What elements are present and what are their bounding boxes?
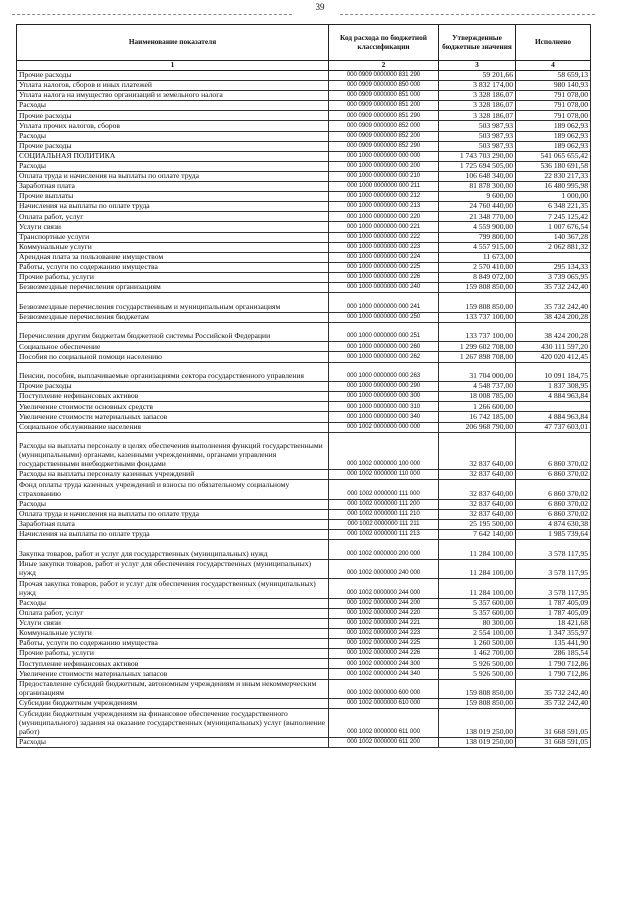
row-code: 000 0909 0000000 851 000 [329,91,439,101]
row-executed: 6 348 221,35 [516,202,591,212]
row-name: Расходы [17,131,329,141]
row-code: 000 1002 0000000 244 221 [329,619,439,629]
row-code: 000 1002 0000000 611 200 [329,737,439,747]
row-approved: 8 849 072,00 [439,272,516,282]
table-row [17,509,591,519]
row-approved: 4 559 900,00 [439,222,516,232]
row-approved: 3 328 186,07 [439,91,516,101]
row-approved: 2 570 410,00 [439,262,516,272]
row-approved: 206 968 790,00 [439,422,516,432]
row-executed: 35 732 242,40 [516,282,591,292]
table-row [17,519,591,529]
row-approved: 59 201,66 [439,71,516,81]
row-executed: 135 441,90 [516,639,591,649]
row-approved: 4 548 737,00 [439,382,516,392]
table-row [17,262,591,272]
table-row [17,232,591,242]
row-approved: 1 743 703 290,00 [439,151,516,161]
row-code: 000 1002 0000000 111 200 [329,499,439,509]
table-row [17,242,591,252]
table-row [17,639,591,649]
row-name: Социальное обслуживание населения [17,422,329,432]
row-executed: 31 668 591,05 [516,737,591,747]
table-row [17,412,591,422]
table-row [17,91,591,101]
row-approved: 81 878 300,00 [439,182,516,192]
row-approved: 18 008 785,00 [439,392,516,402]
header-approved: Утвержденные бюджетные значения [439,25,516,61]
row-approved: 24 760 440,00 [439,202,516,212]
row-executed: 1 787 405,09 [516,598,591,608]
row-name: Расходы [17,101,329,111]
table-row [17,293,591,313]
row-executed: 47 737 603,01 [516,422,591,432]
row-name: Прочие расходы [17,382,329,392]
row-executed: 140 367,28 [516,232,591,242]
table-row [17,212,591,222]
row-code: 000 1000 0000000 000 222 [329,232,439,242]
row-name: Оплата работ, услуг [17,212,329,222]
row-code: 000 0909 0000000 831 290 [329,71,439,81]
row-approved: 1 267 898 708,00 [439,352,516,362]
row-approved: 133 737 100,00 [439,322,516,342]
row-code: 000 1000 0000000 000 000 [329,151,439,161]
table-row [17,422,591,432]
table-row [17,202,591,212]
row-approved: 5 357 600,00 [439,598,516,608]
row-approved: 159 808 850,00 [439,282,516,292]
row-approved: 3 832 174,00 [439,81,516,91]
row-approved: 32 837 640,00 [439,499,516,509]
table-row [17,669,591,679]
table-row [17,252,591,262]
row-code: 000 1002 0000000 000 000 [329,422,439,432]
row-code: 000 1000 0000000 000 210 [329,171,439,181]
row-approved: 11 673,00 [439,252,516,262]
table-row [17,392,591,402]
row-executed: 18 421,68 [516,619,591,629]
table-row [17,529,591,539]
row-executed: 16 480 995,98 [516,182,591,192]
row-name: Арендная плата за пользование имуществом [17,252,329,262]
row-name: Прочие работы, услуги [17,272,329,282]
table-row [17,222,591,232]
table-row [17,171,591,181]
row-approved: 133 737 100,00 [439,312,516,322]
row-executed: 420 020 412,45 [516,352,591,362]
row-name: Коммунальные услуги [17,629,329,639]
row-name: Работы, услуги по содержанию имущества [17,262,329,272]
table-row [17,469,591,479]
row-executed [516,252,591,262]
row-approved: 11 284 100,00 [439,579,516,599]
table-row [17,192,591,202]
table-row [17,362,591,382]
row-code: 000 0909 0000000 852 000 [329,121,439,131]
row-executed: 189 062,93 [516,141,591,151]
table-row [17,182,591,192]
table-row [17,598,591,608]
table-row [17,432,591,469]
row-name: Расходы на выплаты персоналу в целях обеспечения выполнения функций государственными (муниципальными) органами, казенными учреждениями, органами управления государственными внебюджетными фондами [17,432,329,469]
table-row [17,699,591,709]
header-index-1: 1 [17,61,329,71]
table-row [17,272,591,282]
row-name: Транспортные услуги [17,232,329,242]
row-approved: 1 299 602 708,00 [439,342,516,352]
row-code: 000 1000 0000000 000 224 [329,252,439,262]
header-executed: Исполнено [516,25,591,61]
table-row [17,659,591,669]
row-approved: 3 328 186,07 [439,101,516,111]
row-code: 000 1000 0000000 000 290 [329,382,439,392]
row-code: 000 1002 0000000 111 211 [329,519,439,529]
row-name: Прочие выплаты [17,192,329,202]
row-executed: 791 078,00 [516,101,591,111]
table-row [17,382,591,392]
row-name: Начисления на выплаты по оплате труда [17,529,329,539]
row-code: 000 1002 0000000 244 225 [329,639,439,649]
row-code: 000 1000 0000000 000 225 [329,262,439,272]
row-code: 000 1002 0000000 244 226 [329,649,439,659]
row-executed: 6 860 370,02 [516,469,591,479]
table-row [17,101,591,111]
row-code: 000 1000 0000000 000 240 [329,282,439,292]
row-executed: 10 091 184,75 [516,362,591,382]
row-executed: 6 860 370,02 [516,509,591,519]
row-name: Поступление нефинансовых активов [17,392,329,402]
row-code: 000 1002 0000000 244 200 [329,598,439,608]
row-approved: 4 557 915,00 [439,242,516,252]
row-name: Услуги связи [17,619,329,629]
row-approved: 32 837 640,00 [439,469,516,479]
row-approved: 159 808 850,00 [439,699,516,709]
row-executed: 189 062,93 [516,131,591,141]
row-executed: 2 062 881,32 [516,242,591,252]
row-code: 000 1000 0000000 000 263 [329,362,439,382]
row-approved: 138 019 250,00 [439,709,516,738]
header-name: Наименование показателя [17,25,329,61]
row-code: 000 0909 0000000 850 000 [329,81,439,91]
table-row [17,151,591,161]
row-code: 000 1000 0000000 000 212 [329,192,439,202]
table-row [17,737,591,747]
header-index-2: 2 [329,61,439,71]
row-approved: 80 300,00 [439,619,516,629]
row-code: 000 1002 0000000 111 210 [329,509,439,519]
row-executed: 38 424 200,28 [516,312,591,322]
row-executed: 4 884 963,84 [516,412,591,422]
row-name: Оплата труда и начисления на выплаты по оплате труда [17,509,329,519]
row-code: 000 1002 0000000 200 000 [329,540,439,560]
row-name: Фонд оплаты труда казенных учреждений и взносы по обязательному социальному страхованию [17,480,329,500]
row-code: 000 1000 0000000 000 300 [329,392,439,402]
header-code: Код расхода по бюджетной классификации [329,25,439,61]
table-row [17,559,591,579]
row-code: 000 1000 0000000 000 223 [329,242,439,252]
row-approved: 159 808 850,00 [439,293,516,313]
row-name: Безвозмездные перечисления бюджетам [17,312,329,322]
row-name: Расходы [17,161,329,171]
table-row [17,629,591,639]
row-executed: 295 134,33 [516,262,591,272]
row-name: Иные закупки товаров, работ и услуг для обеспечения государственных (муниципальных) нужд [17,559,329,579]
row-executed: 35 732 242,40 [516,679,591,699]
row-code: 000 1000 0000000 000 260 [329,342,439,352]
row-approved: 503 987,93 [439,141,516,151]
row-code: 000 1002 0000000 610 000 [329,699,439,709]
row-approved: 799 800,00 [439,232,516,242]
row-name: Прочие расходы [17,71,329,81]
row-name: Начисления на выплаты по оплате труда [17,202,329,212]
row-executed: 4 874 630,38 [516,519,591,529]
row-approved: 7 642 140,00 [439,529,516,539]
row-executed: 1 000,00 [516,192,591,202]
row-name: Пенсии, пособия, выплачиваемые организациями сектора государственного управления [17,362,329,382]
row-executed: 1 837 308,95 [516,382,591,392]
row-name: Уплата прочих налогов, сборов [17,121,329,131]
row-executed: 3 578 117,95 [516,579,591,599]
table-row [17,312,591,322]
expenditure-table [16,24,591,748]
row-executed: 189 062,93 [516,121,591,131]
row-code: 000 1000 0000000 000 262 [329,352,439,362]
row-name: Прочие расходы [17,111,329,121]
row-executed: 35 732 242,40 [516,699,591,709]
row-name: Увеличение стоимости материальных запасов [17,669,329,679]
row-code: 000 1000 0000000 000 310 [329,402,439,412]
row-name: Прочая закупка товаров, работ и услуг для обеспечения государственных (муниципальных) нужд [17,579,329,599]
row-name: Поступление нефинансовых активов [17,659,329,669]
row-executed: 3 739 065,95 [516,272,591,282]
row-name: Заработная плата [17,182,329,192]
row-approved: 503 987,93 [439,121,516,131]
row-name: Безвозмездные перечисления организациям [17,282,329,292]
row-approved: 21 348 770,00 [439,212,516,222]
row-code: 000 1002 0000000 111 000 [329,480,439,500]
row-code: 000 1000 0000000 000 250 [329,312,439,322]
row-code: 000 1000 0000000 000 241 [329,293,439,313]
row-approved: 159 808 850,00 [439,679,516,699]
row-executed: 6 860 370,02 [516,480,591,500]
table-row [17,608,591,618]
row-name: Прочие расходы [17,141,329,151]
row-name: Предоставление субсидий бюджетным, автономным учреждениям и иным некоммерческим организациям [17,679,329,699]
row-executed: 1 007 676,54 [516,222,591,232]
row-executed: 3 578 117,95 [516,540,591,560]
row-code: 000 0909 0000000 852 290 [329,141,439,151]
row-code: 000 1002 0000000 100 000 [329,432,439,469]
table-row [17,342,591,352]
row-code: 000 1000 0000000 000 251 [329,322,439,342]
row-name: Расходы [17,598,329,608]
table-row [17,480,591,500]
row-approved: 106 648 340,00 [439,171,516,181]
row-executed: 791 078,00 [516,111,591,121]
table-row [17,81,591,91]
table-row [17,161,591,171]
row-name: Оплата работ, услуг [17,608,329,618]
row-executed: 1 790 712,86 [516,659,591,669]
row-executed: 430 111 597,20 [516,342,591,352]
row-executed: 6 860 370,02 [516,432,591,469]
row-executed: 58 659,13 [516,71,591,81]
row-name: Работы, услуги по содержанию имущества [17,639,329,649]
row-approved: 1 725 694 505,00 [439,161,516,171]
table-row [17,540,591,560]
table-row [17,282,591,292]
row-approved: 32 837 640,00 [439,480,516,500]
header-index-3: 3 [439,61,516,71]
row-code: 000 1002 0000000 244 223 [329,629,439,639]
row-approved: 31 704 000,00 [439,362,516,382]
row-approved: 11 284 100,00 [439,540,516,560]
row-executed: 1 790 712,86 [516,669,591,679]
row-executed: 1 787 405,09 [516,608,591,618]
row-executed: 1 347 355,97 [516,629,591,639]
row-executed: 980 140,93 [516,81,591,91]
row-code: 000 1002 0000000 244 000 [329,579,439,599]
row-code: 000 1000 0000000 000 211 [329,182,439,192]
row-approved: 32 837 640,00 [439,432,516,469]
row-code: 000 0909 0000000 852 200 [329,131,439,141]
row-name: Закупка товаров, работ и услуг для государственных (муниципальных) нужд [17,540,329,560]
row-code: 000 1002 0000000 111 213 [329,529,439,539]
row-executed: 22 830 217,33 [516,171,591,181]
row-name: СОЦИАЛЬНАЯ ПОЛИТИКА [17,151,329,161]
row-name: Увеличение стоимости основных средств [17,402,329,412]
row-executed: 4 884 963,84 [516,392,591,402]
row-code: 000 1002 0000000 240 000 [329,559,439,579]
row-approved: 503 987,93 [439,131,516,141]
row-name: Оплата труда и начисления на выплаты по оплате труда [17,171,329,181]
row-name: Пособия по социальной помощи населению [17,352,329,362]
row-approved: 1 266 600,00 [439,402,516,412]
row-approved: 1 462 700,00 [439,649,516,659]
row-executed: 1 985 739,64 [516,529,591,539]
table-row [17,141,591,151]
row-executed: 31 668 591,05 [516,709,591,738]
row-code: 000 0909 0000000 851 290 [329,111,439,121]
header-index-4: 4 [516,61,591,71]
row-code: 000 1002 0000000 244 300 [329,659,439,669]
row-executed: 3 578 117,95 [516,559,591,579]
row-approved: 5 926 500,00 [439,659,516,669]
table-row [17,649,591,659]
row-code: 000 1002 0000000 110 000 [329,469,439,479]
row-executed: 38 424 200,28 [516,322,591,342]
table-row [17,352,591,362]
table-row [17,499,591,509]
row-name: Уплата налога на имущество организаций и земельного налога [17,91,329,101]
row-executed: 791 078,00 [516,91,591,101]
row-name: Безвозмездные перечисления государственным и муниципальным организациям [17,293,329,313]
row-executed: 35 732 242,40 [516,293,591,313]
row-approved: 2 554 100,00 [439,629,516,639]
row-name: Субсидии бюджетным учреждениям [17,699,329,709]
row-approved: 9 600,00 [439,192,516,202]
row-code: 000 1000 0000000 000 340 [329,412,439,422]
row-code: 000 1000 0000000 000 226 [329,272,439,282]
row-name: Услуги связи [17,222,329,232]
table-row [17,402,591,412]
row-name: Перечисления другим бюджетам бюджетной системы Российской Федерации [17,322,329,342]
row-name: Расходы [17,499,329,509]
row-approved: 138 019 250,00 [439,737,516,747]
row-code: 000 1002 0000000 244 220 [329,608,439,618]
row-approved: 32 837 640,00 [439,509,516,519]
table-row [17,679,591,699]
row-executed: 536 180 691,58 [516,161,591,171]
row-executed: 6 860 370,02 [516,499,591,509]
row-executed: 541 065 655,42 [516,151,591,161]
row-code: 000 1000 0000000 000 221 [329,222,439,232]
row-code: 000 1002 0000000 611 000 [329,709,439,738]
row-name: Уплата налогов, сборов и иных платежей [17,81,329,91]
row-name: Субсидии бюджетным учреждениям на финансовое обеспечение государственного (муниципального) задания на оказание государственных (муниципальных) услуг (выполнение работ) [17,709,329,738]
row-approved: 16 742 185,00 [439,412,516,422]
row-code: 000 1000 0000000 000 220 [329,212,439,222]
table-row [17,579,591,599]
row-code: 000 1002 0000000 600 000 [329,679,439,699]
row-approved: 5 926 500,00 [439,669,516,679]
table-row [17,131,591,141]
row-approved: 1 260 500,00 [439,639,516,649]
row-executed [516,402,591,412]
top-divider [340,14,595,15]
top-divider [12,14,292,15]
table-row [17,709,591,738]
row-executed: 286 185,54 [516,649,591,659]
row-executed: 7 245 125,42 [516,212,591,222]
row-name: Расходы [17,737,329,747]
row-code: 000 1000 0000000 000 213 [329,202,439,212]
table-row [17,71,591,81]
row-name: Коммунальные услуги [17,242,329,252]
row-name: Увеличение стоимости материальных запасов [17,412,329,422]
page-number: 39 [315,2,325,12]
row-name: Социальное обеспечение [17,342,329,352]
row-name: Расходы на выплаты персоналу казенных учреждений [17,469,329,479]
row-approved: 3 328 186,07 [439,111,516,121]
table-row [17,121,591,131]
table-row [17,322,591,342]
table-row [17,619,591,629]
row-code: 000 1002 0000000 244 340 [329,669,439,679]
row-name: Прочие работы, услуги [17,649,329,659]
row-name: Заработная плата [17,519,329,529]
row-approved: 25 195 500,00 [439,519,516,529]
row-approved: 11 284 100,00 [439,559,516,579]
table-row [17,111,591,121]
row-code: 000 0909 0000000 851 200 [329,101,439,111]
row-code: 000 1000 0000000 000 200 [329,161,439,171]
row-approved: 5 357 600,00 [439,608,516,618]
